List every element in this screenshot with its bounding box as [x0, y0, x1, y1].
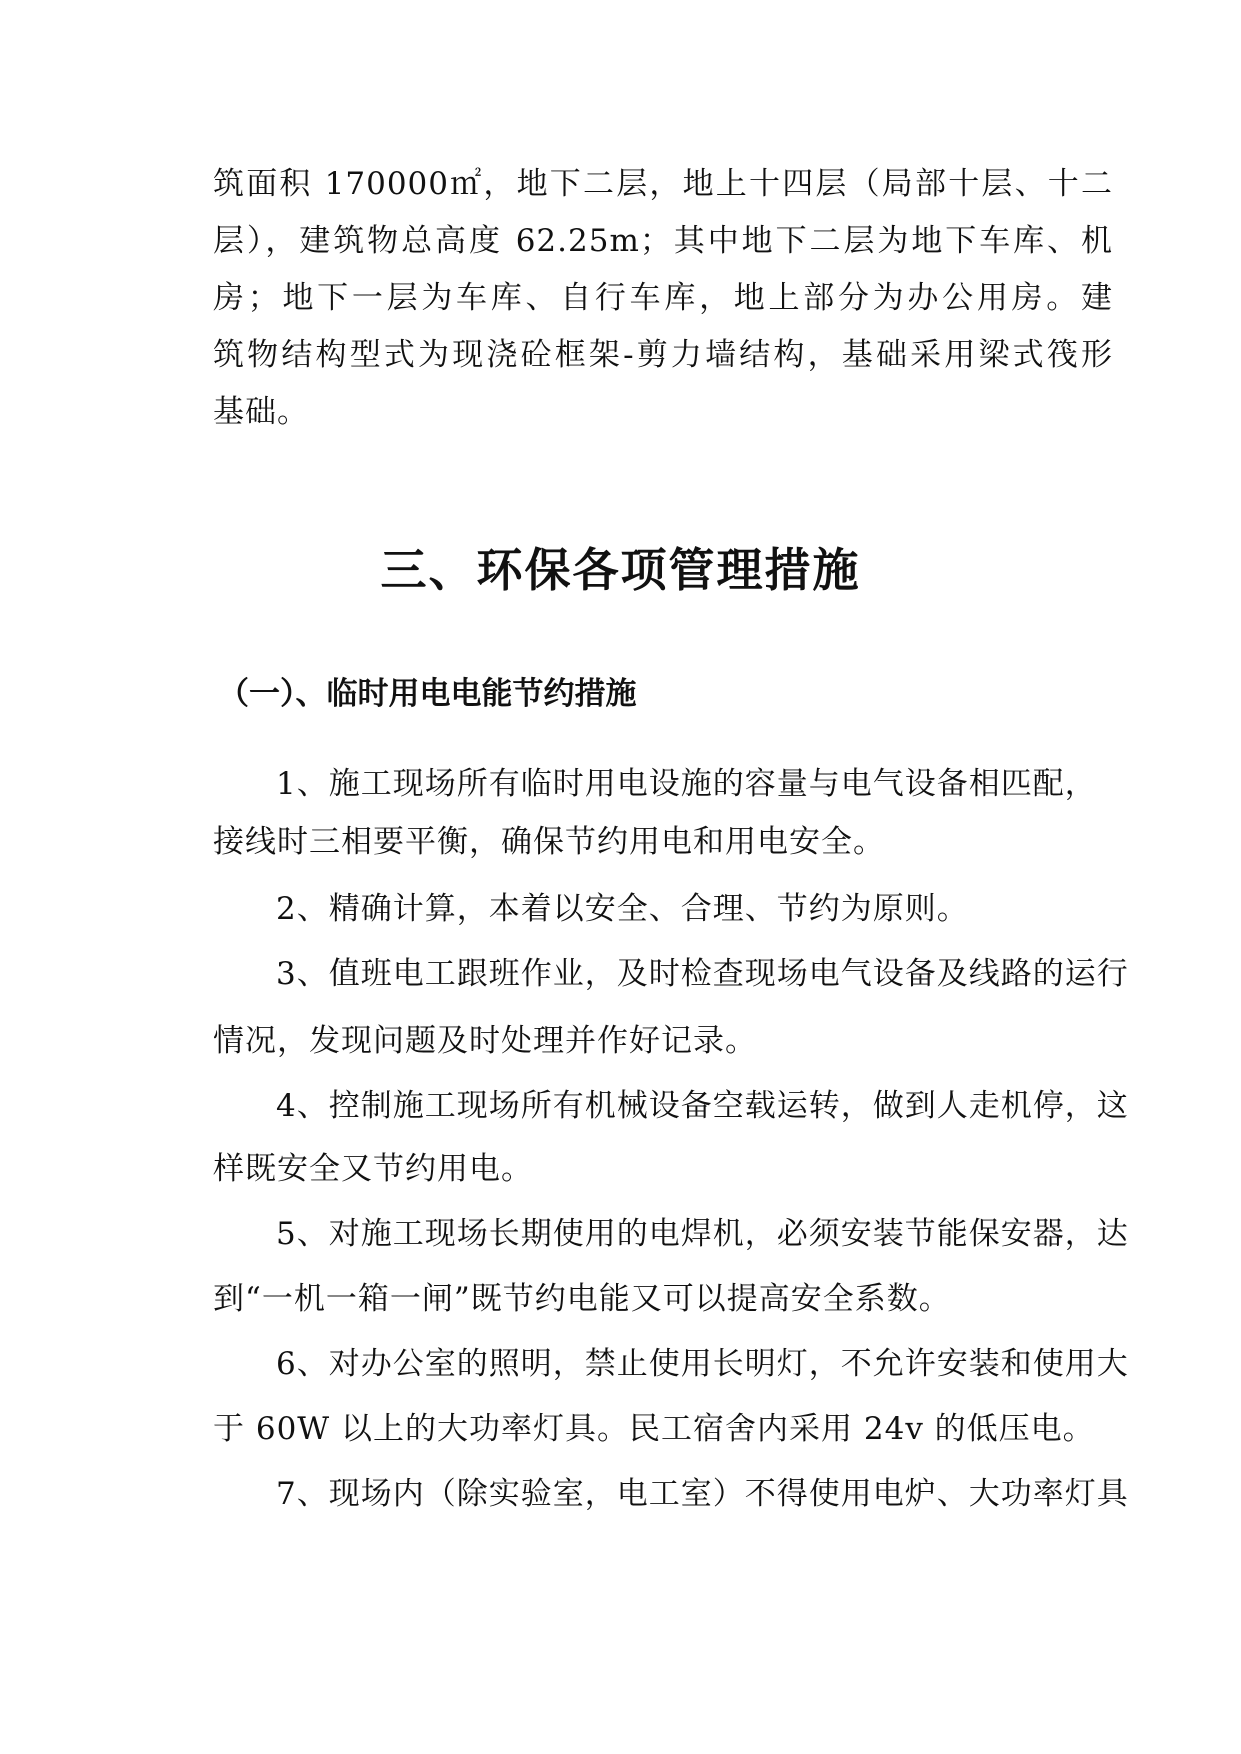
- item-6-continuation: 于 60W 以上的大功率灯具。民工宿舍内采用 24v 的低压电。: [213, 1411, 1095, 1447]
- item-5-continuation: 到“一机一箱一闸”既节约电能又可以提高安全系数。: [213, 1281, 951, 1317]
- item-1-first-line: 1、施工现场所有临时用电设施的容量与电气设备相匹配，: [276, 766, 1097, 802]
- item-5-first-line: 5、对施工现场长期使用的电焊机，必须安装节能保安器，达: [276, 1216, 1129, 1252]
- item-6-first-line: 6、对办公室的照明，禁止使用长明灯，不允许安装和使用大: [276, 1346, 1129, 1382]
- intro-line-2: 层），建筑物总高度 62.25m；其中地下二层为地下车库、机: [213, 223, 1113, 259]
- section-title: 三、环保各项管理措施: [380, 543, 861, 597]
- intro-line-1: 筑面积 170000㎡，地下二层，地上十四层（局部十层、十二: [213, 166, 1113, 202]
- intro-line-5: 基础。: [213, 394, 309, 430]
- item-3-first-line: 3、值班电工跟班作业，及时检查现场电气设备及线路的运行: [276, 956, 1129, 992]
- item-3-continuation: 情况，发现问题及时处理并作好记录。: [213, 1023, 757, 1059]
- intro-line-4: 筑物结构型式为现浇砼框架-剪力墙结构，基础采用梁式筏形: [213, 337, 1113, 373]
- item-7-first-line: 7、现场内（除实验室，电工室）不得使用电炉、大功率灯具: [276, 1476, 1129, 1512]
- item-4-first-line: 4、控制施工现场所有机械设备空载运转，做到人走机停，这: [276, 1088, 1129, 1124]
- item-1-continuation: 接线时三相要平衡，确保节约用电和用电安全。: [213, 824, 885, 860]
- item-4-continuation: 样既安全又节约用电。: [213, 1151, 533, 1187]
- intro-line-3: 房；地下一层为车库、自行车库，地上部分为办公用房。建: [213, 280, 1113, 316]
- subsection-title: （一）、临时用电电能节约措施: [218, 676, 637, 712]
- item-2-first-line: 2、精确计算，本着以安全、合理、节约为原则。: [276, 891, 969, 927]
